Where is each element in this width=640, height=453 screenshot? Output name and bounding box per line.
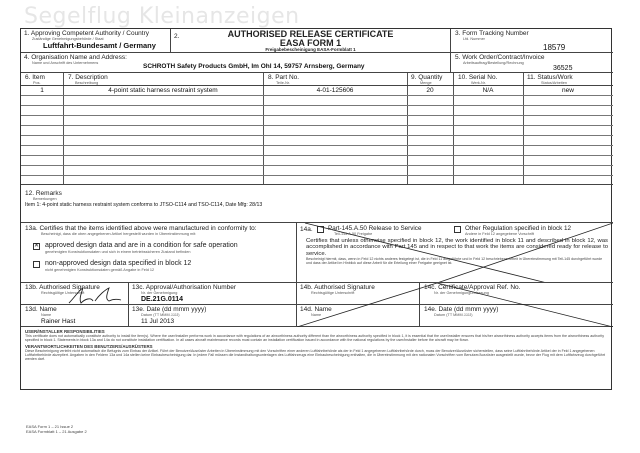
table-row-empty: [21, 106, 613, 116]
items-table: [21, 73, 613, 185]
block-14a-release: [297, 223, 613, 283]
release-statement-german: Bescheinigt hiermit, dass, wenn in Feld 12 nichts anderes festgelegt ist, die in Feld 11 aufgeführte und in Feld 12 beschriebene Arbeit in Übereinstimmung mit Teil-145 durchgeführt wurde und dass der Artikel im Hinblick auf diese Arbeit für die Erteilung einer Freigabe geeignet ist.: [306, 257, 603, 266]
release-statement: Certifies that unless otherwise specified in block 12, the work identified in block 11 and described in block 12, was accomplished in accordance with Part 145 and in respect to that work the items are considered ready for release to service.: [306, 238, 608, 257]
column-subheader-part-no: Teile-Nr.: [276, 81, 290, 85]
column-subheader-serial-no: Werk-Nr.: [471, 81, 486, 85]
signature-image: [65, 287, 125, 305]
name-value: Rainer Hast: [41, 318, 76, 326]
block-14c-sublabel: Nr. der Genehmigung/Zulassung: [434, 291, 489, 295]
table-row-empty: [21, 116, 613, 126]
block-14a-label: 14a.: [300, 226, 313, 233]
column-header-description: 7. Description: [68, 74, 108, 81]
work-order-value: 36525: [553, 65, 573, 72]
block-14e-sublabel: Datum (TT MMM JJJJ): [434, 313, 473, 317]
block-13c-sublabel: Nr. der Genehmigung: [141, 291, 178, 295]
block-13b-label: 13b. Authorised Signature: [25, 284, 100, 291]
table-row-empty: [21, 156, 613, 166]
block-5-sublabel: Arbeitsauftrag/Bestellung/Rechnung: [463, 61, 524, 65]
responsibilities-section: [25, 329, 609, 362]
date-value: 11 Jul 2013: [141, 318, 175, 326]
block-13c-label: 13c. Approval/Authorisation Number: [132, 284, 237, 291]
part-145-label: Part-145.A.50 Release to Service: [328, 225, 422, 232]
block-14d-sublabel: Name: [311, 313, 322, 317]
approval-number-value: DE.21G.0114: [141, 296, 184, 304]
block-13b-signature: [21, 283, 129, 305]
approved-design-label: approved design data and are in a condition for safe operation: [45, 242, 238, 249]
remarks-value: Item 1: 4-point static harness restraint system conforms to JTSO-C114 and TSO-C114, Date Mfg: 28/13: [25, 202, 263, 209]
column-header-item: 6. Item: [25, 74, 45, 81]
non-approved-design-label: non-approved design data specified in block 12: [45, 260, 192, 267]
block-1-authority: [21, 29, 171, 53]
block-4-label: 4. Organisation Name and Address:: [24, 54, 127, 61]
column-subheader-status: Status/Arbeiten: [541, 81, 567, 85]
table-row: [21, 86, 613, 96]
responsibilities-heading-en: USER/INSTALLER RESPONSIBILITIES: [25, 329, 105, 334]
responsibilities-heading-de: VERANTWORTLICHKEITEN DES BENUTZERS/AUSRÜSTERS: [25, 343, 153, 349]
organisation-value: SCHROTH Safety Products GmbH, Im Ohl 14, 59757 Arnsberg, Germany: [143, 63, 365, 70]
column-header-serial-no: 10. Serial No.: [458, 74, 498, 81]
block-14-cross-out: [297, 283, 613, 327]
block-5-label: 5. Work Order/Contract/Invoice: [455, 54, 545, 61]
table-row-empty: [21, 126, 613, 136]
column-header-part-no: 8. Part No.: [268, 74, 300, 81]
block-14a-cross-out: [297, 223, 613, 283]
block-12-remarks: [21, 185, 613, 223]
block-14b-label: 14b. Authorised Signature: [300, 284, 375, 291]
block-13d-sublabel: Name: [41, 313, 52, 317]
form-title: AUTHORISED RELEASE CERTIFICATE: [227, 29, 394, 39]
block-13b-sublabel: Rechtsgültige Unterschrift: [41, 291, 85, 295]
table-row-empty: [21, 146, 613, 156]
table-row-empty: [21, 96, 613, 106]
table-row-empty: [21, 176, 613, 185]
block-12-sublabel: Bemerkungen: [33, 197, 57, 201]
block-13e-date: [129, 305, 297, 327]
tracking-number: 18579: [543, 43, 566, 52]
block-2-title: [171, 29, 451, 53]
block-13a-certification: [21, 223, 297, 283]
part-145-sublabel: Teil-145.A.50 Freigabe: [334, 232, 373, 236]
block-3-tracking: [451, 29, 613, 53]
block-12-label: 12. Remarks: [25, 190, 62, 197]
form-footer: [26, 424, 87, 434]
footer-line-1: EASA Form 1 – 21 Issue 2: [26, 424, 74, 429]
non-approved-design-sublabel: nicht genehmigten Konstruktionsdaten gemäß Angabe in Feld 12: [45, 268, 155, 272]
column-header-status: 11. Status/Work: [527, 74, 573, 81]
block-2-number: 2.: [174, 33, 180, 40]
column-subheader-quantity: Menge: [420, 81, 432, 85]
responsibilities-text-de: Diese Bescheinigung verleiht nicht automatisch die Befugnis zum Einbau der Artikel. Führt der Benutzer/Ausrüster Arbeiten in Übereinstimmung mit den Vorschriften einer anderen Luftfahrtbehörde als der in Feld 1 angegebenen Luftfahrtbehörde durch, muss der Benutzer/Ausrüster sicherstellen, dass seine Luftfahrtbehörde Artikel der in Feld 1 angegebenen Luftfahrtbehörde akzeptiert. Angaben in den Feldern 13a und 14a stellen keine Einbaubescheinigung dar. In jedem Fall müssen die Instandhaltungsunterlagen des Luftfahrzeugs eine Einbaubescheinigung enthalten, die in Übereinstimmung mit den nationalen Vorschriften vom Benutzer/Ausrüster ausgestellt wurde, bevor der Flug mit dem Luftfahrzeug durchgeführt werden darf.: [25, 348, 605, 362]
other-regulation-sublabel: Andere in Feld 12 angegebene Vorschrift: [465, 232, 535, 236]
block-14c-label: 14c. Certificate/Approval Ref. No.: [424, 284, 521, 291]
cell-part-no: 4-01-125606: [316, 87, 354, 94]
block-5-work-order: [451, 53, 613, 73]
cell-item: 1: [40, 87, 44, 94]
block-4-sublabel: Name und Anschrift des Unternehmens: [32, 61, 99, 65]
cell-quantity: 20: [426, 87, 434, 94]
cell-serial-no: N/A: [482, 87, 494, 94]
table-header: [21, 73, 613, 86]
block-13c-approval-number: [129, 283, 297, 305]
block-1-sublabel: Zuständige Genehmigungsbehörde / Staat: [32, 37, 104, 41]
cell-description: 4-point static harness restraint system: [108, 87, 218, 94]
block-3-label: 3. Form Tracking Number: [455, 30, 529, 37]
approved-design-sublabel: genehmigten Konstruktionsdaten und sich in einem betriebssicheren Zustand befinden: [45, 250, 191, 254]
block-14b-sublabel: Rechtsgültige Unterschrift: [311, 291, 355, 295]
other-regulation-label: Other Regulation specified in block 12: [465, 225, 572, 232]
approved-design-checkbox[interactable]: ✕: [34, 243, 40, 249]
responsibilities-text-en: This certificate does not automatically constitute authority to install the item(s). Where the user/installer performs work in accordance with regulations of an airworthiness authority different than the airworthiness authority specified in block 1, it is essential that the user/installer ensures that his/her airworthiness authority accepts items from the airworthiness authority specified in block 1. Statements in block 13a and 14a do not constitute installation certification. In all cases aircraft maintenance records must contain an installation certification issued in accordance with the national regulations by the user/installer before the aircraft may be flown.: [25, 334, 604, 343]
form-german-title: Freigabebescheinigung EASA-Formblatt 1: [265, 47, 356, 52]
block-13d-label: 13d. Name: [25, 306, 57, 313]
column-subheader-item: Pos.: [33, 81, 41, 85]
form-subtitle: EASA FORM 1: [279, 38, 342, 48]
block-14e-label: 14e. Date (dd mmm yyyy): [424, 306, 499, 313]
column-subheader-description: Beschreibung: [75, 81, 99, 85]
block-13d-name: [21, 305, 129, 327]
block-13a-sublabel: Bescheinigt, dass die oben angegebenen Artikel hergestellt wurden in Übereinstimmung mit:: [41, 232, 197, 236]
block-14d-label: 14d. Name: [300, 306, 332, 313]
authority-value: Luftfahrt-Bundesamt / Germany: [43, 41, 156, 51]
table-row-empty: [21, 166, 613, 176]
block-13e-sublabel: Datum (TT MMM JJJJ): [141, 313, 180, 317]
column-header-quantity: 9. Quantity: [411, 74, 443, 81]
block-4-organisation: [21, 53, 451, 73]
watermark: Segelflug Kleinanzeigen: [24, 4, 300, 29]
footer-line-2: EASA Formblatt 1 – 21 Ausgabe 2: [26, 429, 87, 434]
block-1-label: 1. Approving Competent Authority / Country: [24, 30, 150, 37]
block-3-sublabel: Lfd. Nummer: [463, 37, 485, 41]
non-approved-design-checkbox[interactable]: [33, 261, 40, 268]
block-13a-label: 13a. Certifies that the items identified above were manufactured in conformity to:: [25, 225, 257, 232]
easa-form-1: [20, 28, 612, 390]
block-13e-label: 13e. Date (dd mmm yyyy): [132, 306, 207, 313]
table-row-empty: [21, 136, 613, 146]
cell-status: new: [562, 87, 574, 94]
